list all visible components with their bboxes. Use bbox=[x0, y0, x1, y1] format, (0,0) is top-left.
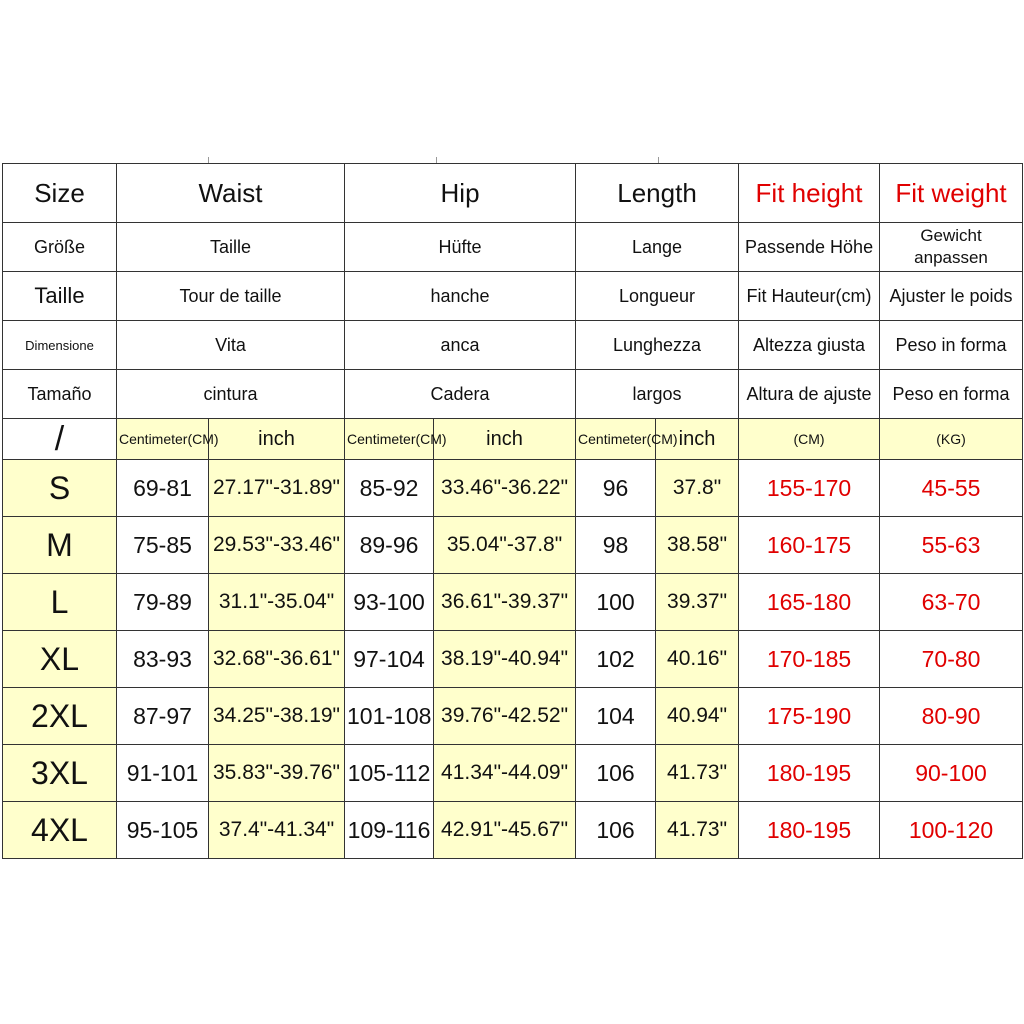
hip-inch: 38.19"-40.94" bbox=[434, 631, 576, 688]
table-row bbox=[3, 688, 1023, 745]
size-table bbox=[2, 163, 1023, 859]
de-length: Lange bbox=[576, 223, 739, 272]
fit-weight-value: 63-70 bbox=[880, 574, 1023, 631]
hip-cm: 89-96 bbox=[345, 517, 434, 574]
hip-inch-unit: inch bbox=[434, 419, 576, 460]
it-length: Lunghezza bbox=[576, 321, 739, 370]
units-slash: / bbox=[3, 419, 117, 460]
es-hip: Cadera bbox=[345, 370, 576, 419]
table-row bbox=[3, 802, 1023, 859]
height-unit: (CM) bbox=[739, 419, 880, 460]
hip-cm: 93-100 bbox=[345, 574, 434, 631]
waist-inch: 29.53"-33.46" bbox=[209, 517, 345, 574]
size-label: 3XL bbox=[3, 745, 117, 802]
header-row-es bbox=[3, 370, 1023, 419]
table-row bbox=[3, 745, 1023, 802]
waist-inch: 32.68"-36.61" bbox=[209, 631, 345, 688]
length-cm-unit: Centimeter(CM) bbox=[576, 419, 656, 460]
length-cm: 106 bbox=[576, 802, 656, 859]
header-length: Length bbox=[576, 164, 739, 223]
hip-cm: 101-108 bbox=[345, 688, 434, 745]
it-fit-height: Altezza giusta bbox=[739, 321, 880, 370]
fit-weight-value: 90-100 bbox=[880, 745, 1023, 802]
header-fit-height: Fit height bbox=[739, 164, 880, 223]
hip-cm: 105-112 bbox=[345, 745, 434, 802]
table-row bbox=[3, 460, 1023, 517]
hip-cm: 97-104 bbox=[345, 631, 434, 688]
units-row bbox=[3, 419, 1023, 460]
de-size: Größe bbox=[3, 223, 117, 272]
length-cm: 98 bbox=[576, 517, 656, 574]
size-rows bbox=[3, 460, 1023, 859]
header-row-de bbox=[3, 223, 1023, 272]
it-waist: Vita bbox=[117, 321, 345, 370]
waist-cm: 69-81 bbox=[117, 460, 209, 517]
size-label: L bbox=[3, 574, 117, 631]
waist-cm: 75-85 bbox=[117, 517, 209, 574]
fit-weight-value: 80-90 bbox=[880, 688, 1023, 745]
de-waist: Taille bbox=[117, 223, 345, 272]
size-chart bbox=[2, 163, 1023, 859]
length-inch: 39.37" bbox=[656, 574, 739, 631]
waist-inch: 31.1"-35.04" bbox=[209, 574, 345, 631]
fr-fit-height: Fit Hauteur(cm) bbox=[739, 272, 880, 321]
length-inch-unit: inch bbox=[656, 419, 739, 460]
header-row-en bbox=[3, 164, 1023, 223]
waist-cm: 95-105 bbox=[117, 802, 209, 859]
length-inch: 37.8" bbox=[656, 460, 739, 517]
size-label: 2XL bbox=[3, 688, 117, 745]
waist-cm: 91-101 bbox=[117, 745, 209, 802]
length-cm: 106 bbox=[576, 745, 656, 802]
waist-cm: 87-97 bbox=[117, 688, 209, 745]
length-cm: 96 bbox=[576, 460, 656, 517]
es-fit-weight: Peso en forma bbox=[880, 370, 1023, 419]
header-row-fr bbox=[3, 272, 1023, 321]
length-inch: 41.73" bbox=[656, 802, 739, 859]
size-label: XL bbox=[3, 631, 117, 688]
hip-inch: 36.61"-39.37" bbox=[434, 574, 576, 631]
header-waist: Waist bbox=[117, 164, 345, 223]
waist-cm-unit: Centimeter(CM) bbox=[117, 419, 209, 460]
fr-hip: hanche bbox=[345, 272, 576, 321]
de-hip: Hüfte bbox=[345, 223, 576, 272]
fit-weight-value: 100-120 bbox=[880, 802, 1023, 859]
length-inch: 41.73" bbox=[656, 745, 739, 802]
weight-unit: (KG) bbox=[880, 419, 1023, 460]
it-hip: anca bbox=[345, 321, 576, 370]
fit-height-value: 180-195 bbox=[739, 745, 880, 802]
size-label: 4XL bbox=[3, 802, 117, 859]
header-row-it bbox=[3, 321, 1023, 370]
waist-inch: 35.83"-39.76" bbox=[209, 745, 345, 802]
fr-waist: Tour de taille bbox=[117, 272, 345, 321]
length-inch: 38.58" bbox=[656, 517, 739, 574]
length-cm: 100 bbox=[576, 574, 656, 631]
fit-height-value: 180-195 bbox=[739, 802, 880, 859]
size-label: S bbox=[3, 460, 117, 517]
fit-height-value: 170-185 bbox=[739, 631, 880, 688]
header-fit-weight: Fit weight bbox=[880, 164, 1023, 223]
size-label: M bbox=[3, 517, 117, 574]
hip-cm-unit: Centimeter(CM) bbox=[345, 419, 434, 460]
fit-weight-value: 55-63 bbox=[880, 517, 1023, 574]
waist-inch-unit: inch bbox=[209, 419, 345, 460]
length-inch: 40.94" bbox=[656, 688, 739, 745]
hip-inch: 41.34"-44.09" bbox=[434, 745, 576, 802]
hip-inch: 35.04"-37.8" bbox=[434, 517, 576, 574]
de-fit-height: Passende Höhe bbox=[739, 223, 880, 272]
waist-inch: 34.25"-38.19" bbox=[209, 688, 345, 745]
table-row bbox=[3, 631, 1023, 688]
header-size: Size bbox=[3, 164, 117, 223]
es-fit-height: Altura de ajuste bbox=[739, 370, 880, 419]
header-hip: Hip bbox=[345, 164, 576, 223]
hip-inch: 39.76"-42.52" bbox=[434, 688, 576, 745]
de-fit-weight: Gewicht anpassen bbox=[880, 223, 1023, 272]
length-cm: 104 bbox=[576, 688, 656, 745]
fr-size: Taille bbox=[3, 272, 117, 321]
es-size: Tamaño bbox=[3, 370, 117, 419]
fit-height-value: 175-190 bbox=[739, 688, 880, 745]
hip-cm: 85-92 bbox=[345, 460, 434, 517]
fr-fit-weight: Ajuster le poids bbox=[880, 272, 1023, 321]
hip-cm: 109-116 bbox=[345, 802, 434, 859]
fit-height-value: 160-175 bbox=[739, 517, 880, 574]
it-size: Dimensione bbox=[3, 321, 117, 370]
fr-length: Longueur bbox=[576, 272, 739, 321]
es-waist: cintura bbox=[117, 370, 345, 419]
hip-inch: 42.91"-45.67" bbox=[434, 802, 576, 859]
length-cm: 102 bbox=[576, 631, 656, 688]
waist-cm: 79-89 bbox=[117, 574, 209, 631]
fit-weight-value: 70-80 bbox=[880, 631, 1023, 688]
table-row bbox=[3, 574, 1023, 631]
es-length: largos bbox=[576, 370, 739, 419]
fit-weight-value: 45-55 bbox=[880, 460, 1023, 517]
table-row bbox=[3, 517, 1023, 574]
length-inch: 40.16" bbox=[656, 631, 739, 688]
waist-inch: 27.17"-31.89" bbox=[209, 460, 345, 517]
it-fit-weight: Peso in forma bbox=[880, 321, 1023, 370]
hip-inch: 33.46"-36.22" bbox=[434, 460, 576, 517]
fit-height-value: 155-170 bbox=[739, 460, 880, 517]
fit-height-value: 165-180 bbox=[739, 574, 880, 631]
waist-inch: 37.4"-41.34" bbox=[209, 802, 345, 859]
waist-cm: 83-93 bbox=[117, 631, 209, 688]
